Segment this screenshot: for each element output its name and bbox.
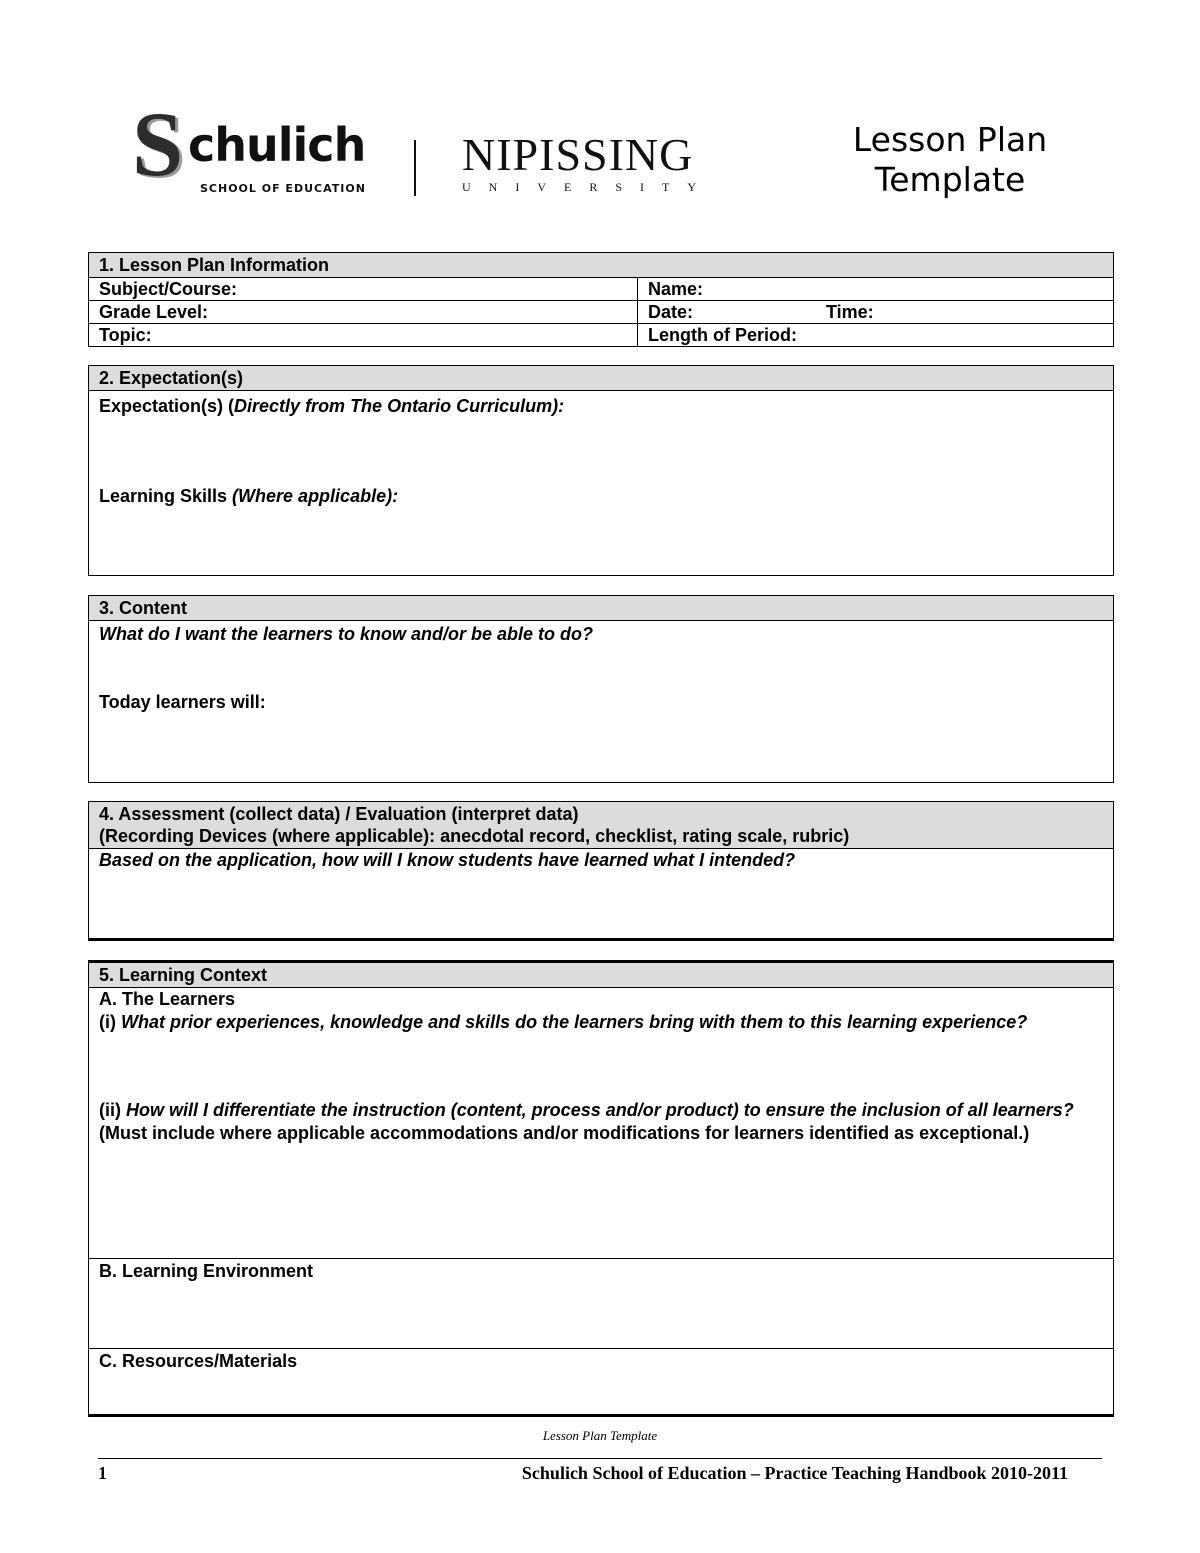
expectations-label: Expectation(s) ( xyxy=(99,396,235,416)
learners-question-1[interactable] xyxy=(99,1011,1103,1034)
learners-title: A. The Learners xyxy=(99,989,236,1009)
resources-materials-title: C. Resources/Materials xyxy=(99,1351,298,1371)
learners-question-2-italic: How will I differentiate the instruction (content, process and/or product) to ensure the inclusion of all learners? xyxy=(126,1100,1074,1120)
assessment-question[interactable]: Based on the application, how will I know students have learned what I intended? xyxy=(99,850,796,870)
date-field[interactable]: Date: xyxy=(648,302,694,322)
footer-handbook-title: Schulich School of Education – Practice Teaching Handbook 2010-2011 xyxy=(521,1463,1068,1483)
footer-rule xyxy=(98,1458,1102,1459)
section-heading: 5. Learning Context xyxy=(89,963,1113,988)
learners-question-2-prefix: (ii) xyxy=(99,1100,126,1120)
assessment-heading-line2: (Recording Devices (where applicable): anecdotal record, checklist, rating scale, rubric) xyxy=(99,826,850,846)
time-field[interactable]: Time: xyxy=(826,302,874,322)
schulich-logo-word: chulich xyxy=(188,118,366,172)
subject-course-field[interactable]: Subject/Course: xyxy=(89,278,638,300)
nipissing-logo-subtitle: UNIVERSITY xyxy=(462,180,714,194)
schulich-logo-subtitle: SCHOOL OF EDUCATION xyxy=(200,182,366,195)
section-heading: 3. Content xyxy=(89,596,1113,621)
info-row xyxy=(89,324,1113,347)
learning-skills-label: Learning Skills xyxy=(99,486,233,506)
learners-question-1-text: What prior experiences, knowledge and skills do the learners bring with them to this learning experience? xyxy=(121,1012,1028,1032)
assessment-heading-line1: 4. Assessment (collect data) / Evaluation (interpret data) xyxy=(99,804,579,824)
resources-materials-subsection[interactable] xyxy=(89,1348,1113,1413)
section-assessment xyxy=(88,801,1114,941)
document-title-line2: Template xyxy=(874,160,1026,199)
info-row xyxy=(89,278,1113,301)
nipissing-logo xyxy=(462,129,742,195)
name-field[interactable]: Name: xyxy=(648,279,704,299)
length-of-period-field[interactable]: Length of Period: xyxy=(648,325,797,345)
grade-level-field[interactable]: Grade Level: xyxy=(89,301,638,323)
learners-subsection xyxy=(89,988,1113,1258)
section-expectations xyxy=(88,365,1114,576)
logo-divider xyxy=(414,140,416,196)
schulich-logo xyxy=(132,93,382,202)
expectations-field[interactable] xyxy=(99,395,1103,418)
section-content xyxy=(88,595,1114,783)
section-heading xyxy=(89,802,1113,849)
nipissing-logo-name: NIPISSING xyxy=(462,129,694,180)
today-learners-will-field[interactable]: Today learners will: xyxy=(99,692,266,712)
learning-environment-subsection[interactable] xyxy=(89,1258,1113,1348)
learning-environment-title: B. Learning Environment xyxy=(99,1261,314,1281)
learners-question-2[interactable] xyxy=(99,1099,1103,1145)
content-question: What do I want the learners to know and/or be able to do? xyxy=(99,624,594,644)
learning-skills-hint: (Where applicable): xyxy=(232,486,399,506)
learners-question-2-plain: (Must include where applicable accommodations and/or modifications for learners identified as exceptional.) xyxy=(99,1123,1030,1143)
document-title xyxy=(830,120,1070,200)
topic-field[interactable]: Topic: xyxy=(89,324,638,347)
document-title-line1: Lesson Plan xyxy=(852,120,1048,159)
page-number: 1 xyxy=(98,1463,107,1483)
learners-question-1-prefix: (i) xyxy=(99,1012,121,1032)
learning-skills-field[interactable] xyxy=(99,485,1103,508)
section-lesson-plan-information xyxy=(88,252,1114,347)
info-row xyxy=(89,301,1113,324)
expectations-hint: Directly from The Ontario Curriculum): xyxy=(234,396,565,416)
section-heading: 1. Lesson Plan Information xyxy=(89,253,1113,278)
footer-caption: Lesson Plan Template xyxy=(542,1428,658,1443)
section-learning-context xyxy=(88,960,1114,1417)
logo-area xyxy=(132,93,752,202)
schulich-logo-initial: S xyxy=(132,93,184,195)
section-heading: 2. Expectation(s) xyxy=(89,366,1113,391)
date-time-cell xyxy=(638,301,1113,323)
